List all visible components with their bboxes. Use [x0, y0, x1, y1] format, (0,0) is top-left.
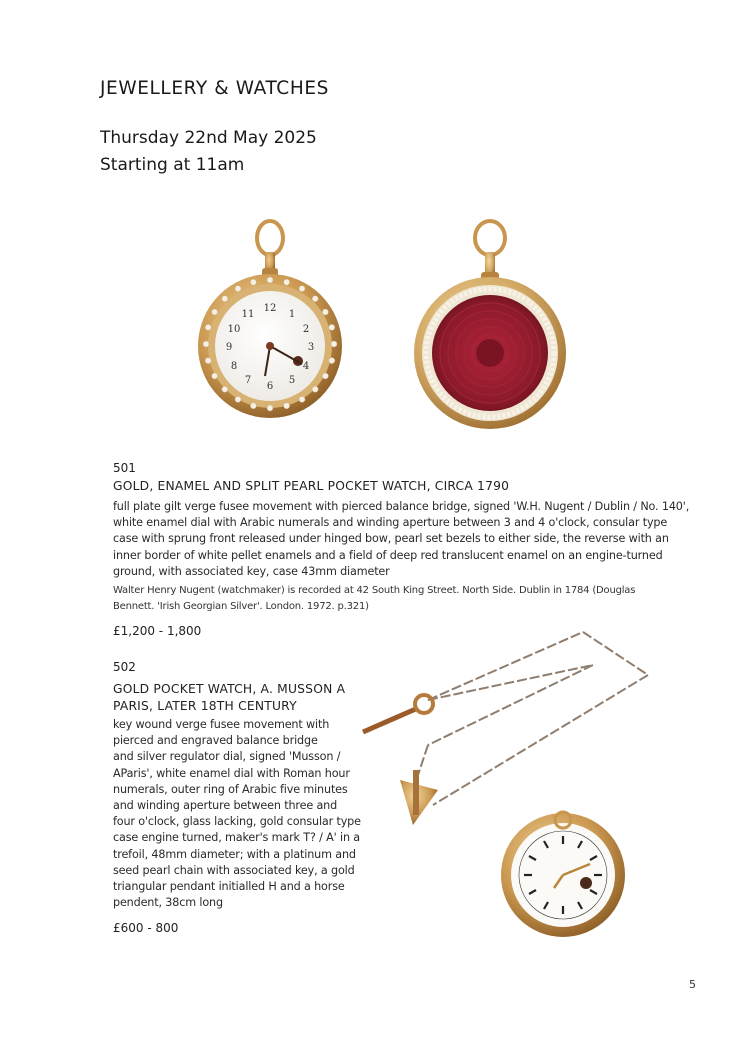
description-line: numerals, outer ring of Arabic five minutes — [113, 782, 348, 796]
description-line: case with sprung front released under hinged bow, pearl set bezels to either side, the reverse with an — [113, 532, 669, 546]
description-line: trefoil, 48mm diameter; with a platinum and — [113, 847, 356, 861]
lot-501-description — [113, 499, 689, 580]
note-line: Walter Henry Nugent (watchmaker) is recorded at 42 South King Street. North Side. Dublin in 1784 (Douglas — [113, 585, 636, 596]
dial-numeral: 11 — [241, 309, 255, 320]
dial-numeral: 5 — [288, 375, 296, 386]
title-line: PARIS, LATER 18TH CENTURY — [113, 699, 297, 713]
description-line: key wound verge fusee movement with — [113, 718, 330, 731]
lot-502-estimate: £600 - 800 — [113, 921, 179, 935]
dial-numeral: 9 — [225, 342, 233, 353]
lot-502-number: 502 — [113, 660, 136, 674]
description-line: and winding aperture between three and — [113, 799, 338, 813]
lot-501-title: GOLD, ENAMEL AND SPLIT PEARL POCKET WATCH, CIRCA 1790 — [113, 479, 510, 493]
dial-numeral: 6 — [266, 381, 274, 392]
dial-numeral: 3 — [307, 342, 315, 353]
description-line: ground, with associated key, case 43mm diameter — [113, 564, 390, 578]
title-line: GOLD POCKET WATCH, A. MUSSON A — [113, 682, 346, 696]
lot-501-note — [113, 583, 635, 615]
description-line: inner border of white pellet enamels and a field of deep red translucent enamel on an engine-turned — [113, 548, 663, 562]
dial-numeral: 4 — [302, 361, 310, 372]
lot-502-watch-chain-image — [358, 620, 658, 960]
description-line: triangular pendant initialled H and a horse — [113, 880, 345, 894]
description-line: seed pearl chain with associated key, a gold — [113, 863, 355, 877]
dial-numeral: 2 — [302, 324, 310, 335]
sale-date: Thursday 22nd May 2025 — [100, 128, 317, 148]
description-line: full plate gilt verge fusee movement with pierced balance bridge, signed 'W.H. Nugent / Dublin / No. 140', — [113, 500, 690, 513]
section-title: JEWELLERY & WATCHES — [100, 78, 329, 99]
description-line: white enamel dial with Arabic numerals and winding aperture between 3 and 4 o'clock, consular type — [113, 516, 668, 530]
dial-numeral: 1 — [288, 309, 296, 320]
description-line: and silver regulator dial, signed 'Musson / — [113, 750, 341, 764]
description-line: pendent, 38cm long — [113, 896, 223, 910]
dial-numeral: 8 — [230, 361, 238, 372]
lot-502-title — [113, 681, 345, 715]
dial-numeral: 7 — [244, 375, 252, 386]
description-line: case engine turned, maker's mark T? / A' in a — [113, 831, 361, 845]
lot-501-number: 501 — [113, 461, 136, 475]
description-line: four o'clock, glass lacking, gold consular type — [113, 815, 361, 829]
lot-501-estimate: £1,200 - 1,800 — [113, 624, 202, 638]
lot-502-description — [113, 717, 361, 911]
description-line: pierced and engraved balance bridge — [113, 734, 318, 748]
lot-501-watch-front-image — [185, 218, 355, 418]
dial-numeral: 12 — [263, 303, 277, 314]
start-time: Starting at 11am — [100, 155, 245, 175]
lot-501-watch-reverse-image — [405, 218, 575, 436]
note-line: Bennett. 'Irish Georgian Silver'. London. 1972. p.321) — [113, 601, 369, 612]
description-line: AParis', white enamel dial with Roman hour — [113, 766, 350, 780]
page-number: 5 — [689, 978, 696, 991]
dial-numeral: 10 — [227, 324, 241, 335]
